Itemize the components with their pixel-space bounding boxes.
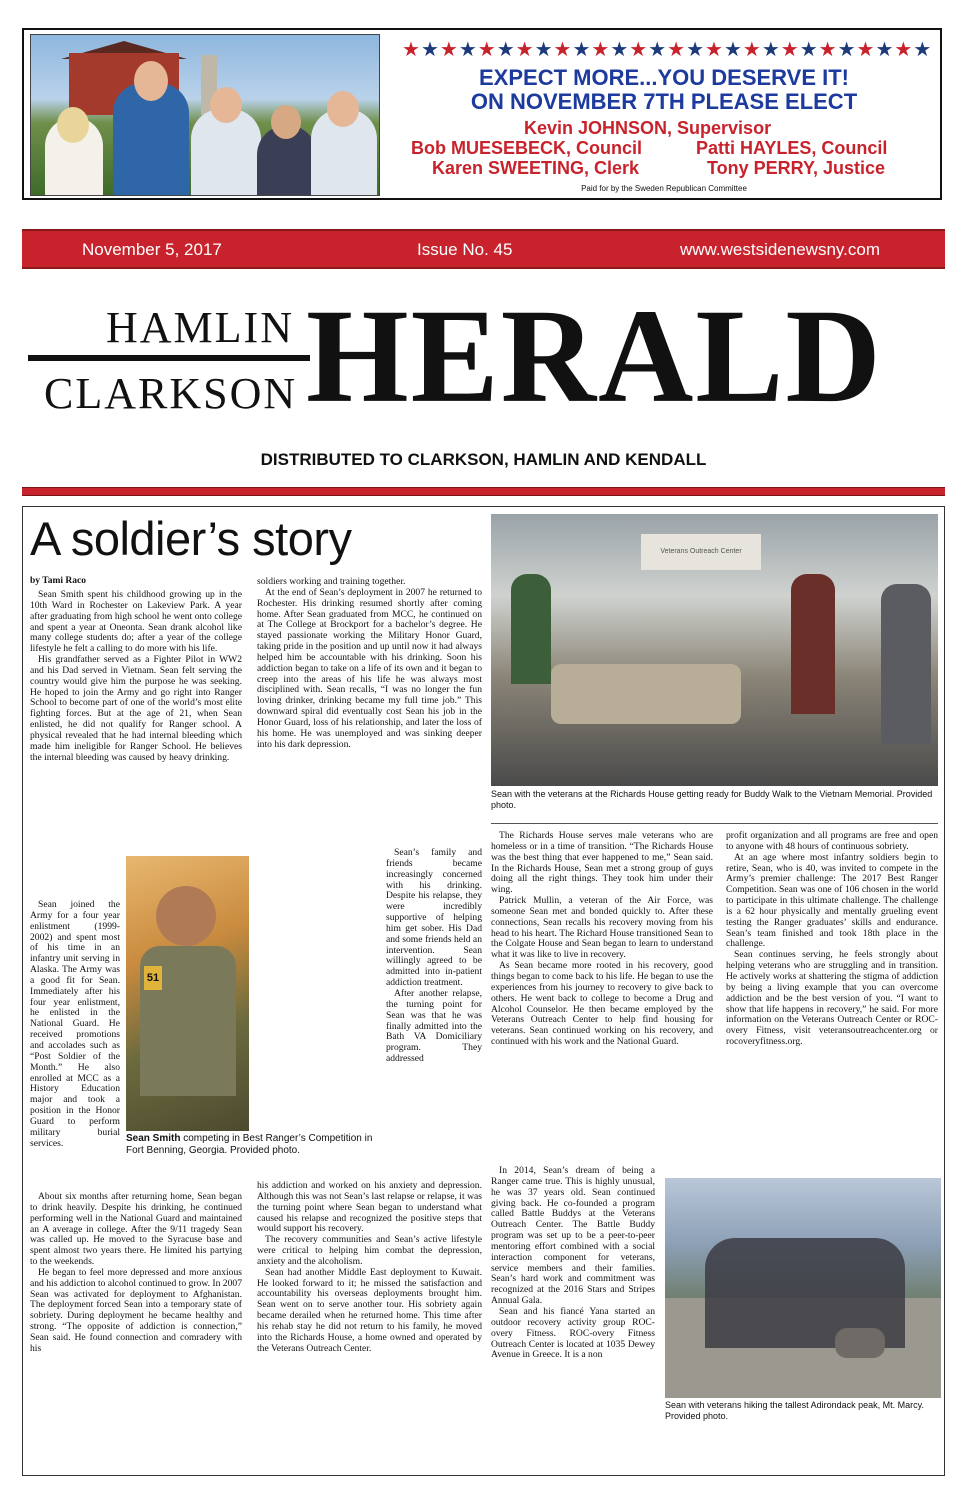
caption-text: competing in Best Ranger’s Competition in Fort Benning, Georgia. Provided photo. [126,1133,373,1156]
article-headline: A soldier’s story [30,512,352,565]
person-2-head [134,61,168,101]
ad-headline-2: ON NOVEMBER 7TH PLEASE ELECT [470,89,858,114]
person-shape [511,574,551,684]
masthead-rule [28,355,310,361]
bib-number: 51 [144,966,162,990]
paragraph: his addiction and worked on his anxiety and depression. Although this was not Sean’s last relapse or relapse, it was the turning point where Sean began to understand what caused his relapse and recognized the positive steps that would support his recovery. [257,1180,482,1235]
masthead-hamlin: HAMLIN [106,303,294,352]
paragraph: Sean had another Middle East deployment to Kuwait. He looked forward to it; he missed the satisfaction and accountability his overseas deployments brought him. Sean went on to serve another tour. His sobriety again became derailed when he returned home. This time after his rehab stay he did not return to his family, he moved into the Richards House, a home owned and operated by the Veterans Outreach Center. [257,1266,482,1354]
photo-caption-1: Sean with the veterans at the Richards House getting ready for Buddy Walk to the Vietnam Memorial. Provided photo. [491,789,933,810]
distribution-line: DISTRIBUTED TO CLARKSON, HAMLIN AND KENDALL [260,450,707,469]
ad-candidate-clerk: Karen SWEETING, Clerk [432,158,640,178]
issue-band [22,229,945,269]
paragraph: Sean continues serving, he feels strongly about helping veterans who are struggling and in transition. He actively works at shattering the stigma of addiction by being a living example that you can overcome addiction and be the best version of you. “I want to show that life happens in recovery,” he said. For more information on the Veterans Outreach Center or ROC-overy Fitness, visit veteransoutreachcenter.org or rocoveryfitness.org. [726,949,938,1048]
photo-caption-2 [126,1133,376,1157]
masthead-herald: HERALD [306,280,883,431]
paragraph: The recovery communities and Sean’s active lifestyle were critical to helping him combat the depression, anxiety and the alcoholism. [257,1234,482,1267]
paragraph: After another relapse, the turning point for Sean was that he was finally admitted into the Bath VA Domiciliary program. They addressed [386,987,482,1065]
person-3-head [210,87,242,123]
article-column-3b [491,1166,655,1361]
person-5-head [327,91,359,127]
person-4-head [271,105,301,139]
person-shape [791,574,835,714]
photo-caption-3: Sean with veterans hiking the tallest Adirondack peak, Mt. Marcy. Provided photo. [665,1400,924,1421]
paragraph: Sean Smith spent his childhood growing up in the 10th Ward in Rochester on Lakeview Park. A year after graduating from high school he went onto college and spent a year at Oneonta. Sean drank alcohol like many college students do; after a year of the college lifestyle he felt a calling to do more with his life. [30,589,242,655]
article-column-2b [386,848,482,1065]
website-link[interactable]: www.westsidenewsny.com [680,240,880,259]
paragraph: Sean’s family and friends became increasingly concerned with his drinking. Despite his relapse, they were incredibly supportive of helping him get sober. His Dad and some friends held an intervention. Sean willingly agreed to be admitted into in-patient addiction treatment. [386,847,482,989]
caption-name: Sean Smith [126,1133,181,1144]
article-column-1 [30,590,242,764]
paragraph: Sean and his fiancé Yana started an outdoor recovery activity group ROC-overy Fitness. ROC-overy Fitness Outreach Center is located at 1035 Dewey Avenue in Greece. It is a non [491,1305,655,1361]
mt-marcy-hike-photo [665,1178,941,1398]
article-byline: by Tami Raco [30,576,86,586]
caption-rule [491,823,938,824]
ad-candidate-council-1: Bob MUESEBECK, Council [411,138,643,158]
ad-headline-1: EXPECT MORE...YOU DESERVE IT! [479,65,849,90]
masthead-clarkson: CLARKSON [44,369,298,418]
ad-candidates-photo [30,34,380,196]
paragraph: At the end of Sean’s deployment in 2007 he returned to Rochester. His drinking resumed shortly after coming home. After Sean graduated from MCC, he continued on at The College at Brockport for a bachelor’s degree. He stayed passionate working the Military Honor Guard, taking pride in the position and up until now it had always helped him be accountable with his drinking. Soon his addiction began to take on a life of its own and it began to creep into the areas of his life he was always most disciplined with. Sean recalls, “I was no longer the fun loving drinker, drinking became my full time job.” This downward spiral did eventually cost Sean his job in the Honor Guard, loss of his relationship, and later the loss of his home. He was unemployed and was sinking deeper into his dark depression. [257,586,482,750]
paragraph: The Richards House serves male veterans who are homeless or in a time of transition. “The Richards House was the best thing that ever happened to me,” Sean said. In the Richards House, Sean met a strong group of guys doing all the right things. They took him under their wing. [491,830,713,896]
paragraph: He began to feel more depressed and more anxious and his addiction to alcohol continued to grow. In 2007 Sean was activated for deployment to Afghanistan. The deployment forced Sean into a temporary state of sobriety. During deployment he became healthy and strong. “The opposite of addiction is connection,” Sean said. He found connection and comradery with his [30,1266,242,1354]
issue-date: November 5, 2017 [82,240,222,259]
paragraph: About six months after returning home, Sean began to drink heavily. Despite his drinking, he continued performing well in the National Guard and maintained an A average in college. After the 9/11 tragedy Sean was called up. He moved to the Syracuse base and spent almost two years there. He limited his partying to the weekends. [30,1191,242,1268]
paragraph: soldiers working and training together. [257,576,406,587]
paragraph: Sean joined the Army for a four year enlistment (1999-2002) and spent most of his time in an infantry unit serving in Alaska. The Army was a good fit for Sean. Immediately after his four year enlistment, he enlisted in the National Guard. He received promotions and accolades such as “Post Soldier of the Month.” He also enrolled at MCC as a History Education major and took a position in the Honor Guard to perform military burial services. [30,899,120,1149]
paragraph: His grandfather served as a Fighter Pilot in WW2 and his Dad served in Vietnam. Sean felt serving the country would give him the purpose he was seeking. He hoped to join the Army and go right into Ranger School to become part of one of the world’s most elite fighting forces. But at the age of 21, when Sean enlisted, he did not qualify for Ranger school. A physical revealed that he had internal bleeding which made him ineligible for Ranger School. He believes the internal bleeding was caused by heavy drinking. [30,654,242,763]
outreach-center-sign: Veterans Outreach Center [641,534,761,570]
ad-candidate-supervisor: Kevin JOHNSON, Supervisor [524,118,772,138]
red-divider [22,487,945,496]
ad-candidate-justice: Tony PERRY, Justice [707,158,886,178]
paragraph: Patrick Mullin, a veteran of the Air Force, was someone Sean met and bonded quickly to. After these connections, Sean recalls his recovery moving from his head to his heart. The Richard House transitioned Sean to the Colgate House and Sean began to learn to understand what it was like to live in recovery. [491,895,713,961]
issue-number: Issue No. 45 [417,240,513,259]
article-column-1b [30,900,120,1149]
article-column-4 [726,831,938,1048]
political-ad [22,28,942,200]
paragraph: profit organization and all programs are free and open to anyone with 48 hours of continuous sobriety. [726,830,938,852]
ad-paid-for: Paid for by the Sweden Republican Committee [581,184,747,193]
veterans-group-photo [491,514,938,786]
soldier-head-shape [156,886,216,946]
person-shape [881,584,931,744]
paragraph: As Sean became more rooted in his recovery, good things began to come back to his life. He began to use the experiences from his journey to recovery to give back to others. He went back to college to become a Drug and Alcohol Counselor. He then became employed by the Veterans Outreach Center to help find housing for veterans. Sean continued working on his recovery, and continued with his work and the National Guard. [491,960,713,1048]
article-column-2 [257,577,482,751]
paragraph: At an age where most infantry soldiers begin to retire, Sean, who is 40, was invited to compete in the Army’s premier challenge: The 2017 Best Ranger Competition. Sean was one of 106 chosen in the world to participate in this ultimate challenge. The challenge is a 62 hour physically and mentally grueling event testing the Ranger graduates’ skills and endurance. Sean’s team finished and took 18th place in the challenge. [726,851,938,950]
ad-candidate-council-2: Patti HAYLES, Council [696,138,888,158]
ranger-competition-photo [126,856,249,1131]
dog-shape [835,1328,885,1358]
article-column-1c [30,1192,242,1355]
couch-shape [551,664,741,724]
article-column-3 [491,831,713,1048]
ad-stars-row: ★★★★★★★★★★★★★★★★★★★★★★★★★★★★ [402,37,933,61]
paragraph: In 2014, Sean’s dream of being a Ranger came true. This is highly unusual, he was 37 years old. Sean continued giving back. He co-founded a program called Battle Buddys at the Veterans Outreach Center. The Battle Buddy program was set up to be a peer-to-peer mentoring effort combined with a social interaction component for veterans, service members and their families. Sean’s hard work and commitment was recognized at the 2016 Stars and Stripes Annual Gala. [491,1165,655,1307]
person-1-head [57,107,89,143]
article-column-2c [257,1181,482,1355]
